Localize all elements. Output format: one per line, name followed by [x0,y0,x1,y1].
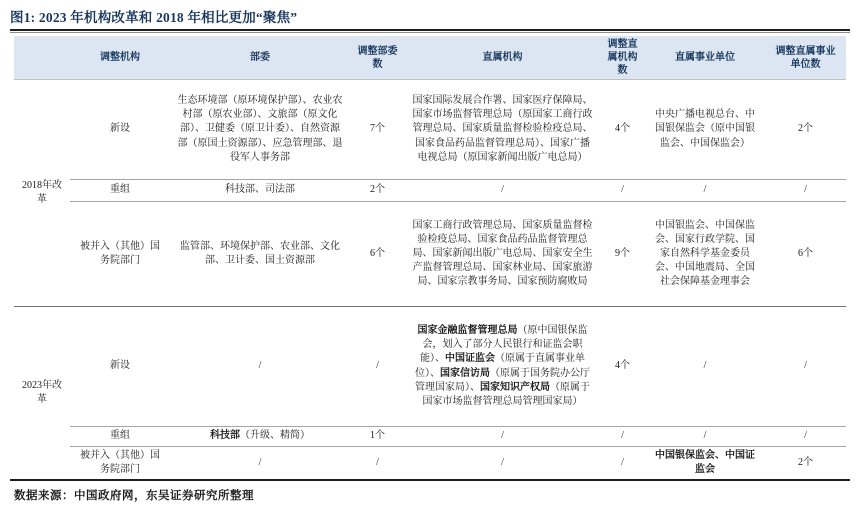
cell-institutions-count: 2个 [798,457,813,469]
cell-ministries: 科技部（升级、精简） [170,427,350,447]
cell-institutions-count: / [765,180,846,202]
col-header-adjusted-orgs: 调整机构 [70,36,170,80]
cell-type: 新设 [70,307,170,427]
table-row-2023-reorg [14,427,846,447]
cell-ministries: 生态环境部（原环境保护部）、农业农村部（原农业部）、文旅部（原文化部）、卫健委（原卫计委）、自然资源部（原国土资源部）、应急管理部、退役军人事务部 [170,80,350,180]
group-label-2023: 2023年改革 [22,380,62,406]
cell-ministries-count: 7个 [350,80,405,180]
table-row-2018-reorg [14,180,846,202]
col-header-institutions-count: 调整直属事业单位数 [765,36,846,80]
cell-type: 被并入（其他）国务院部门 [80,450,160,476]
page-title: 图1: 2023 年机构改革和 2018 年相比更加“聚焦” [10,10,298,25]
col-header-agencies-count: 调整直属机构数 [600,36,645,80]
cell-agencies: / [405,427,600,447]
cell-institutions-count: 6个 [765,202,846,307]
cell-agencies-count: / [600,180,645,202]
table-row-2023-new [14,307,846,427]
cell-ministries-count: / [376,457,379,469]
cell-type: 重组 [70,427,170,447]
cell-agencies-count: / [621,457,624,469]
cell-institutions-count: / [765,307,846,427]
top-border-line [10,29,850,31]
cell-ministries-count: 2个 [350,180,405,202]
cell-agencies: 国家金融监督管理总局（原中国银保监会，划入了部分人民银行和证监会职能）、中国证监会（原属于直属事业单位）、国家信访局（原属于国务院办公厅管理国家局）、国家知识产权局（原属于国家市场监督管理总局管理国家局） [405,307,600,427]
cell-ministries: / [170,307,350,427]
cell-institutions: / [645,307,765,427]
cell-institutions: 中央广播电视总台、中国银保监会（原中国银监会、中国保监会） [645,80,765,180]
group-label-2018: 2018年改革 [14,80,70,307]
cell-institutions-count: 2个 [765,80,846,180]
cell-institutions: / [645,180,765,202]
cell-institutions: 中国银保监会、中国证监会 [655,450,755,476]
cell-agencies-count: 4个 [600,307,645,427]
col-header-agencies: 直属机构 [405,36,600,80]
cell-ministries-count: 6个 [350,202,405,307]
cell-ministries-count: 1个 [350,427,405,447]
cell-institutions: / [645,427,765,447]
bottom-border-line [10,479,850,481]
table-row-2018-new [14,80,846,180]
table-row-2018-merged [14,202,846,307]
reform-comparison-table [14,36,846,480]
table-header-row [14,36,846,80]
source-note: 数据来源：中国政府网，东吴证券研究所整理 [14,490,254,502]
cell-agencies-count: 9个 [600,202,645,307]
cell-institutions: 中国银监会、中国保监会、国家行政学院、国家自然科学基金委员会、中国地震局、全国社会保障基金理事会 [645,202,765,307]
cell-ministries: 科技部、司法部 [170,180,350,202]
cell-ministries: 监管部、环境保护部、农业部、文化部、卫计委、国土资源部 [170,202,350,307]
top-border-thin-line [10,32,850,33]
cell-agencies: 国家国际发展合作署、国家医疗保障局、国家市场监督管理总局（原国家工商行政管理总局、国家质量监督检验检疫总局、国家食品药品监督管理总局）、国家广播电视总局（原国家新闻出版广电总局） [405,80,600,180]
cell-agencies-count: 4个 [600,80,645,180]
cell-ministries: / [258,457,262,469]
cell-institutions-count: / [765,427,846,447]
col-header-institutions: 直属事业单位 [645,36,765,80]
col-header-ministries: 部委 [170,36,350,80]
cell-ministries-count: / [350,307,405,427]
cell-agencies: / [501,457,504,469]
col-header-ministries-count: 调整部委数 [350,36,405,80]
cell-type: 重组 [70,180,170,202]
cell-agencies: 国家工商行政管理总局、国家质量监督检验检疫总局、国家食品药品监督管理总局、国家新闻出版广电总局、国家安全生产监督管理总局、国家林业局、国家旅游局、国家宗教事务局、国家预防腐败局 [405,202,600,307]
cell-type: 被并入（其他）国务院部门 [70,202,170,307]
col-header-group [14,36,70,80]
cell-type: 新设 [70,80,170,180]
cell-agencies: / [405,180,600,202]
table-row-2023-merged [14,447,846,480]
cell-agencies-count: / [600,427,645,447]
